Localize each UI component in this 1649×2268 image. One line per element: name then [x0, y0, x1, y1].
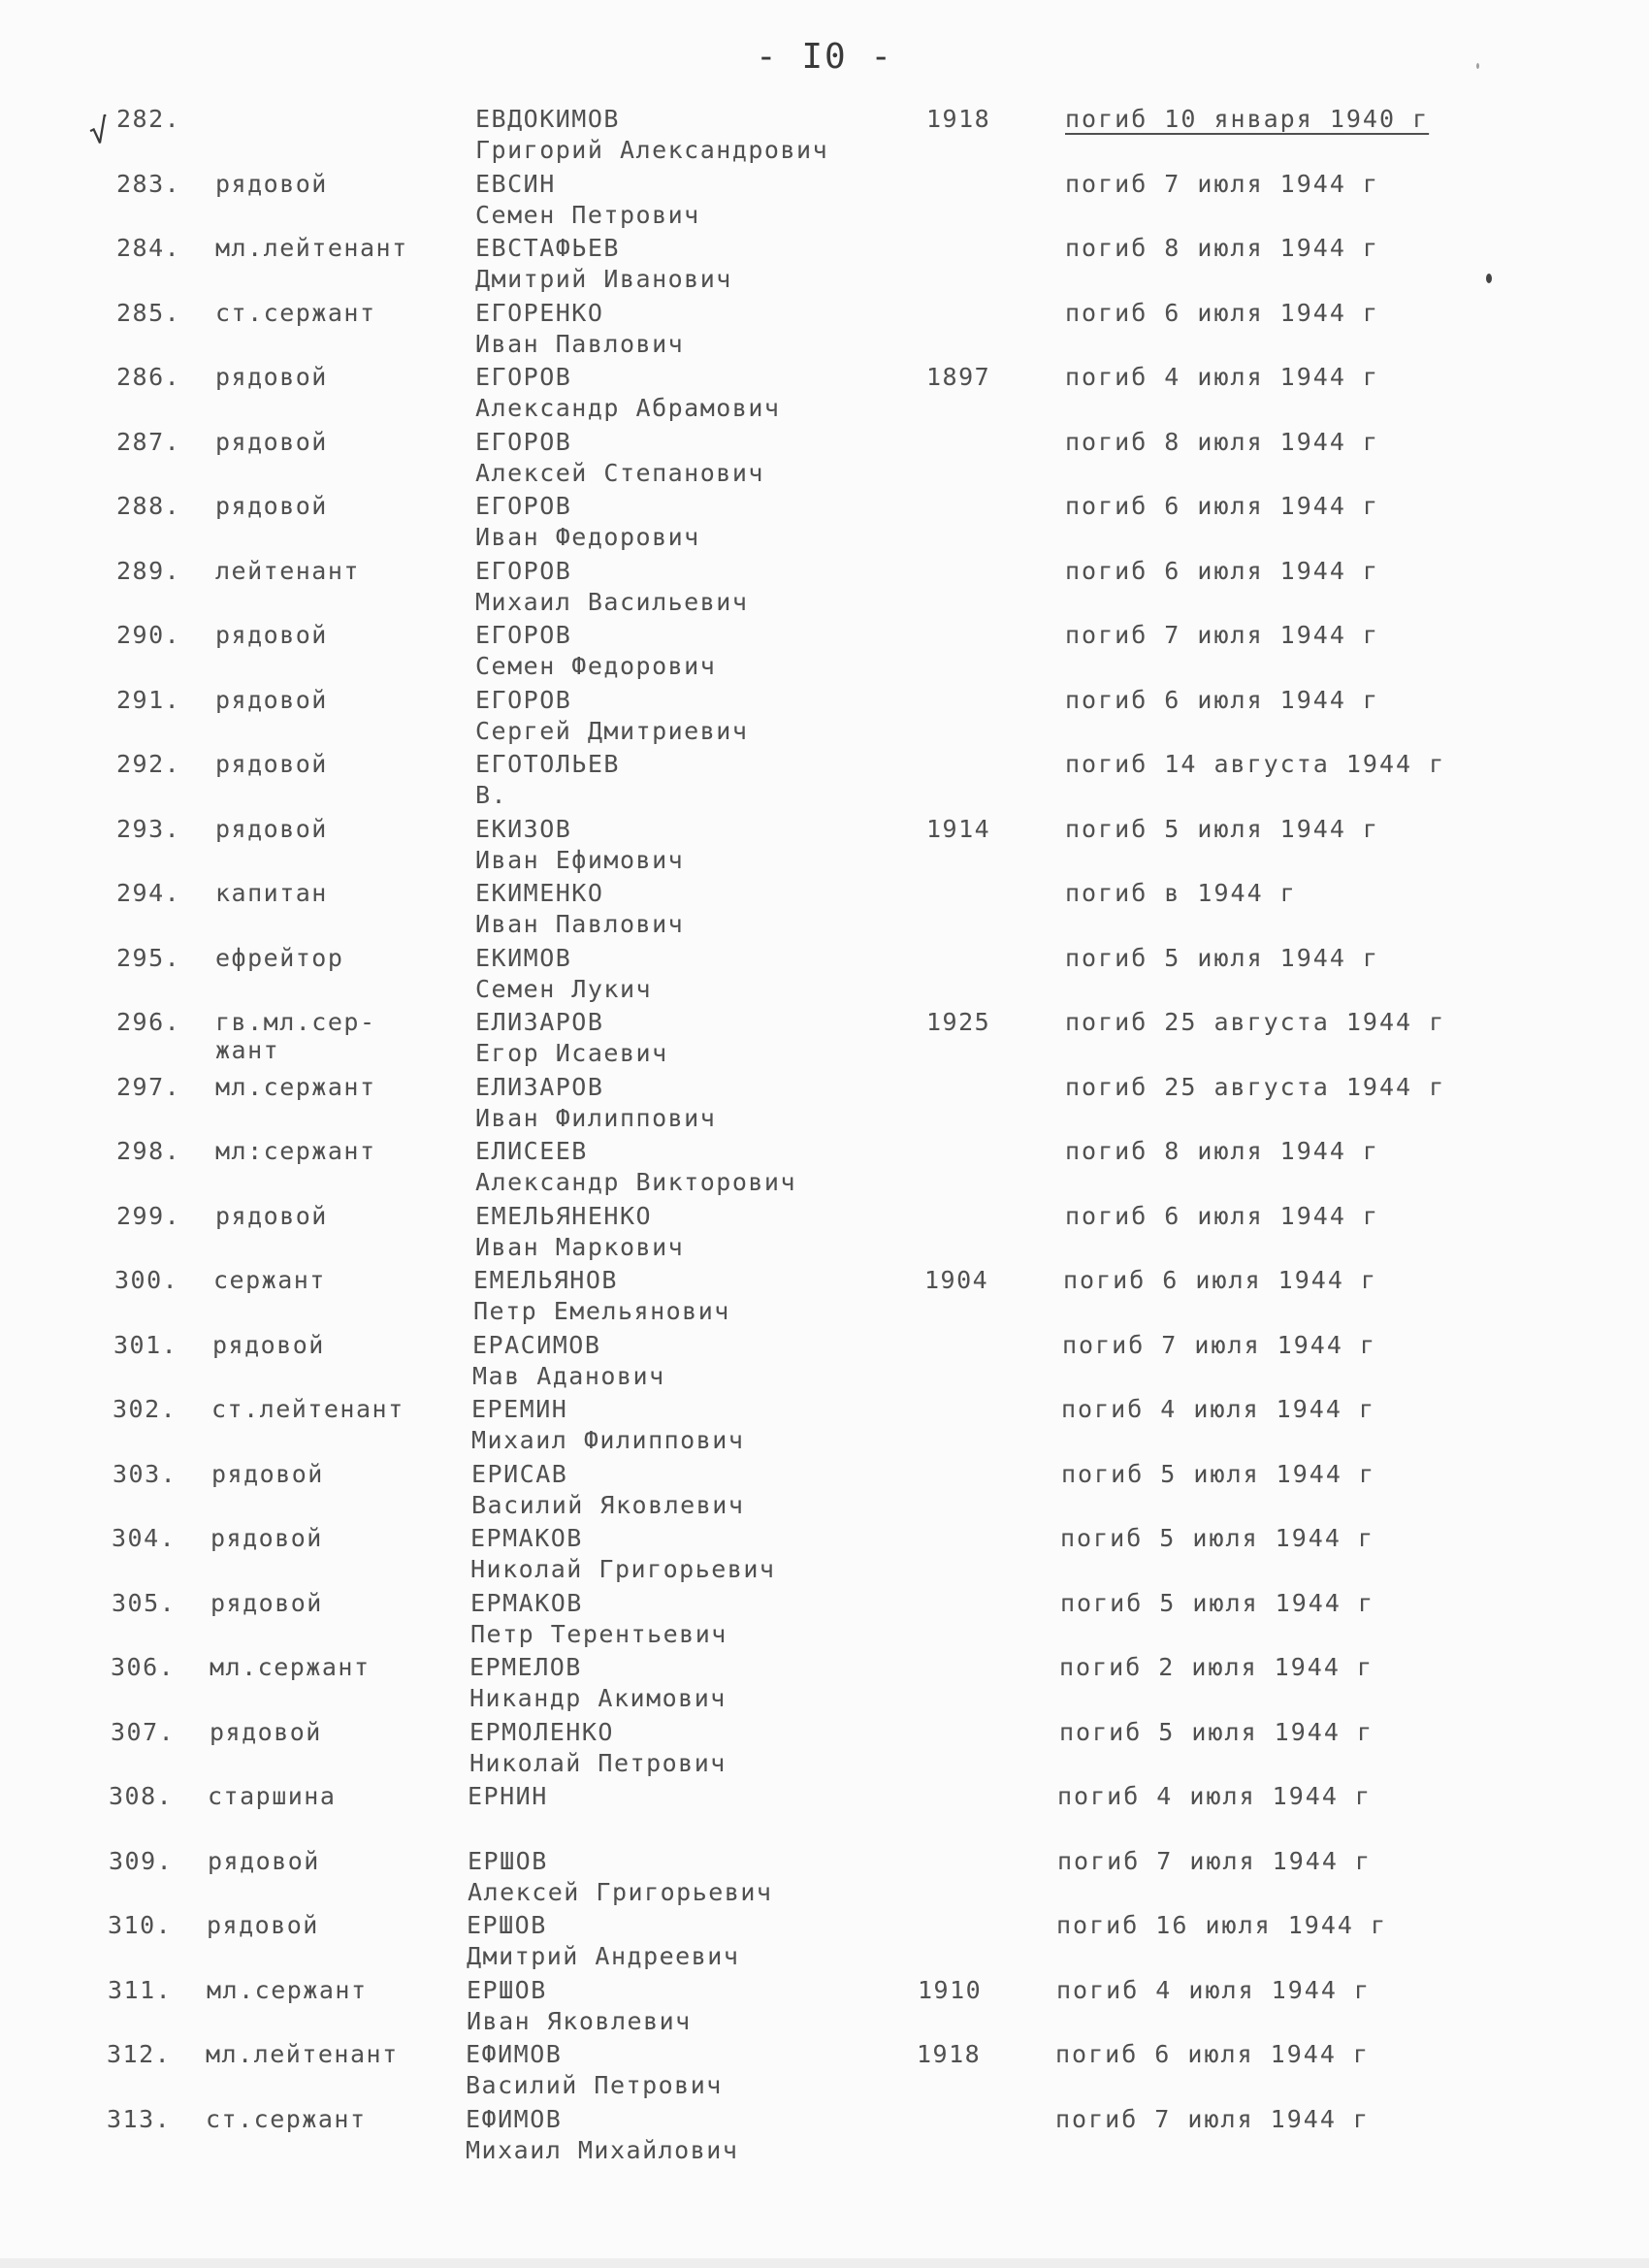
- entry-fate: погиб 7 июля 1944 г: [1065, 621, 1379, 649]
- entry-rank: рядовой: [215, 685, 328, 714]
- list-item: [0, 1911, 1640, 1976]
- entry-rank: рядовой: [212, 1330, 325, 1359]
- entry-number: 285.: [116, 298, 181, 327]
- entry-fate: погиб 4 июля 1944 г: [1065, 363, 1379, 391]
- entry-fate: погиб 6 июля 1944 г: [1063, 1266, 1377, 1294]
- list-item: [0, 1782, 1641, 1847]
- entry-fate: погиб 25 августа 1944 г: [1065, 1008, 1446, 1036]
- entry-surname: ЕГОТОЛЬЕВ: [475, 750, 620, 778]
- entry-fate: погиб 5 июля 1944 г: [1061, 1459, 1375, 1488]
- entry-number: 283.: [116, 169, 181, 198]
- entry-rank: мл.сержант: [207, 1975, 368, 2004]
- entry-fate: погиб 14 августа 1944 г: [1065, 750, 1446, 778]
- entry-given-name: Григорий Александрович: [475, 136, 829, 164]
- list-item: [0, 1524, 1644, 1589]
- entry-given-name: Василий Петрович: [466, 2071, 723, 2099]
- entry-given-name: Петр Емельянович: [473, 1297, 730, 1325]
- scan-edge: [0, 2258, 1649, 2268]
- entry-birth-year: 1904: [924, 1266, 989, 1294]
- entry-fate: погиб 8 июля 1944 г: [1065, 1137, 1379, 1165]
- entry-surname: ЕЛИЗАРОВ: [475, 1072, 604, 1101]
- entry-number: 290.: [116, 621, 181, 649]
- entry-number: 302.: [113, 1395, 178, 1423]
- entry-number: 289.: [116, 556, 181, 585]
- entry-given-name: Сергей Дмитриевич: [475, 716, 749, 745]
- entry-number: 304.: [112, 1524, 177, 1552]
- entry-birth-year: 1914: [926, 814, 991, 843]
- entry-rank: мл.лейтенант: [215, 234, 408, 262]
- entry-rank: лейтенант: [215, 556, 360, 585]
- entry-number: 300.: [114, 1266, 179, 1294]
- entry-rank: рядовой: [215, 363, 328, 391]
- entry-given-name: Иван Павлович: [475, 329, 685, 358]
- list-item: [0, 1266, 1647, 1331]
- entry-surname: ЕРМЕЛОВ: [469, 1653, 582, 1681]
- entry-rank: ефрейтор: [215, 943, 344, 972]
- entry-birth-year: 1925: [926, 1008, 991, 1036]
- list-item: [0, 944, 1649, 1009]
- entry-number: 296.: [116, 1008, 181, 1036]
- entry-given-name: Дмитрий Иванович: [475, 265, 732, 293]
- entry-surname: ЕРЕМИН: [471, 1395, 568, 1423]
- entry-surname: ЕКИМЕНКО: [475, 879, 604, 907]
- entry-rank: рядовой: [215, 750, 328, 778]
- ink-speck: [1486, 274, 1492, 283]
- entry-rank: рядовой: [210, 1524, 323, 1552]
- entry-given-name: Егор Исаевич: [475, 1039, 668, 1067]
- list-item: [0, 363, 1649, 428]
- entry-rank: рядовой: [210, 1717, 322, 1746]
- entry-number: 301.: [113, 1330, 178, 1359]
- entry-given-name: Александр Викторович: [475, 1168, 797, 1196]
- entry-given-name: В.: [475, 781, 508, 809]
- entry-number: 309.: [109, 1846, 174, 1875]
- entry-number: 287.: [116, 427, 181, 456]
- entry-fate: погиб 7 июля 1944 г: [1057, 1846, 1372, 1875]
- entry-surname: ЕВДОКИМОВ: [475, 105, 620, 133]
- entry-surname: ЕГОРОВ: [475, 621, 572, 649]
- entry-surname: ЕРМАКОВ: [470, 1524, 583, 1552]
- entry-number: 305.: [112, 1588, 177, 1617]
- entry-given-name: Семен Петрович: [475, 200, 700, 229]
- list-item: [0, 1395, 1645, 1460]
- list-item: [0, 557, 1649, 622]
- list-item: [0, 428, 1649, 493]
- entry-rank: рядовой: [210, 1588, 323, 1617]
- entry-number: 288.: [116, 492, 181, 520]
- entry-given-name: Алексей Григорьевич: [468, 1877, 773, 1906]
- entry-fate: погиб 5 июля 1944 г: [1059, 1717, 1374, 1746]
- entry-given-name: Дмитрий Андреевич: [467, 1942, 740, 1970]
- entry-surname: ЕЛИСЕЕВ: [475, 1137, 588, 1165]
- list-item: [0, 2040, 1639, 2105]
- list-item: [0, 1202, 1649, 1267]
- entry-given-name: Петр Терентьевич: [470, 1619, 728, 1648]
- entry-surname: ЕРНИН: [468, 1782, 548, 1810]
- list-item: [0, 170, 1649, 235]
- list-item: [0, 234, 1649, 299]
- entry-given-name: Алексей Степанович: [475, 458, 764, 487]
- list-item: [0, 621, 1649, 686]
- entry-fate: погиб 7 июля 1944 г: [1065, 169, 1379, 198]
- entry-rank: рядовой: [208, 1846, 320, 1875]
- list-item: [0, 1653, 1643, 1718]
- entry-number: 297.: [116, 1072, 181, 1101]
- entry-surname: ЕВСТАФЬЕВ: [475, 234, 620, 262]
- list-item: [0, 1976, 1640, 2041]
- entry-surname: ЕГОРОВ: [475, 685, 572, 714]
- entry-rank: мл:сержант: [215, 1137, 376, 1165]
- entry-surname: ЕФИМОВ: [466, 2104, 563, 2133]
- list-item: [0, 1137, 1649, 1202]
- entry-fate: погиб 2 июля 1944 г: [1059, 1653, 1374, 1681]
- list-item: [0, 492, 1649, 557]
- entry-fate: погиб 6 июля 1944 г: [1065, 556, 1379, 585]
- entry-fate: погиб 6 июля 1944 г: [1065, 298, 1379, 327]
- entry-number: 308.: [109, 1782, 174, 1810]
- entry-rank: рядовой: [215, 1201, 328, 1230]
- list-item: [0, 2105, 1639, 2170]
- entry-given-name: Семен Лукич: [475, 974, 653, 1003]
- entry-rank: рядовой: [207, 1911, 319, 1939]
- check-mark: √: [86, 111, 113, 153]
- entry-fate: погиб 6 июля 1944 г: [1065, 685, 1379, 714]
- entry-given-name: Михаил Михайлович: [466, 2135, 739, 2164]
- entry-given-name: Иван Маркович: [475, 1232, 685, 1261]
- entry-number: 299.: [116, 1201, 181, 1230]
- entry-surname: ЕРШОВ: [468, 1846, 548, 1875]
- entry-rank: ст.сержант: [215, 298, 376, 327]
- entry-surname: ЕГОРОВ: [475, 427, 572, 456]
- entry-fate: погиб 6 июля 1944 г: [1055, 2040, 1370, 2068]
- entry-rank: ст.сержант: [206, 2104, 367, 2133]
- entry-surname: ЕРИСАВ: [471, 1459, 568, 1488]
- entry-rank: рядовой: [215, 169, 328, 198]
- entry-number: 313.: [107, 2104, 172, 2133]
- list-item: [0, 299, 1649, 364]
- entry-surname: ЕМЕЛЬЯНОВ: [473, 1266, 618, 1294]
- list-item: [0, 1460, 1645, 1525]
- entry-given-name: Никандр Акимович: [469, 1684, 727, 1712]
- list-item: [0, 1008, 1649, 1073]
- entry-fate: погиб 5 июля 1944 г: [1065, 814, 1379, 843]
- entry-surname: ЕКИЗОВ: [475, 814, 572, 843]
- page-number: - I0 -: [755, 37, 894, 77]
- entry-rank: капитан: [215, 879, 328, 907]
- entry-birth-year: 1918: [926, 105, 991, 133]
- entry-surname: ЕМЕЛЬЯНЕНКО: [475, 1201, 653, 1230]
- entry-surname: ЕГОРЕНКО: [475, 298, 604, 327]
- entry-surname: ЕЛИЗАРОВ: [475, 1008, 604, 1036]
- entry-number: 293.: [116, 814, 181, 843]
- entry-surname: ЕГОРОВ: [475, 556, 572, 585]
- entry-given-name: Николай Григорьевич: [470, 1555, 776, 1583]
- entry-fate: погиб 7 июля 1944 г: [1062, 1330, 1376, 1359]
- entry-number: 295.: [116, 943, 181, 972]
- entry-surname: ЕГОРОВ: [475, 363, 572, 391]
- entry-number: 291.: [116, 685, 181, 714]
- entry-number: 311.: [108, 1975, 173, 2004]
- entry-rank: рядовой: [215, 492, 328, 520]
- list-item: [0, 1847, 1641, 1912]
- list-item: [0, 1718, 1643, 1783]
- entry-rank: старшина: [208, 1782, 337, 1810]
- entry-given-name: Иван Филиппович: [475, 1103, 717, 1132]
- entry-given-name: Василий Яковлевич: [471, 1490, 745, 1519]
- entry-number: 303.: [113, 1459, 178, 1488]
- entry-fate: погиб 4 июля 1944 г: [1061, 1395, 1375, 1423]
- entry-fate: погиб 7 июля 1944 г: [1055, 2104, 1370, 2133]
- entry-surname: ЕВСИН: [475, 169, 556, 198]
- entry-surname: ЕРАСИМОВ: [472, 1330, 601, 1359]
- entry-given-name: Иван Яковлевич: [467, 2006, 692, 2035]
- list-item: [0, 105, 1649, 170]
- entry-fate: погиб 5 июля 1944 г: [1060, 1588, 1374, 1617]
- entry-given-name: Иван Павлович: [475, 910, 685, 938]
- entry-rank: рядовой: [211, 1459, 324, 1488]
- entry-rank: мл.сержант: [210, 1653, 371, 1681]
- entry-birth-year: 1897: [926, 363, 991, 391]
- entry-number: 306.: [111, 1653, 176, 1681]
- entry-fate: погиб 5 июля 1944 г: [1065, 943, 1379, 972]
- entry-fate: погиб 10 января 1940 г: [1065, 105, 1430, 133]
- entry-given-name: Иван Ефимович: [475, 845, 685, 874]
- entry-rank: сержант: [213, 1266, 326, 1294]
- entry-given-name: Михаил Филиппович: [471, 1426, 745, 1454]
- entry-given-name: Александр Абрамович: [475, 394, 781, 422]
- entry-rank: мл.лейтенант: [206, 2040, 399, 2068]
- entry-number: 282.: [116, 105, 181, 133]
- entry-number: 298.: [116, 1137, 181, 1165]
- entry-fate: погиб 6 июля 1944 г: [1065, 492, 1379, 520]
- entry-surname: ЕГОРОВ: [475, 492, 572, 520]
- entry-number: 286.: [116, 363, 181, 391]
- entry-number: 310.: [108, 1911, 173, 1939]
- entry-rank: гв.мл.сер- жант: [215, 1008, 376, 1064]
- entry-surname: ЕКИМОВ: [475, 943, 572, 972]
- entry-number: 292.: [116, 750, 181, 778]
- entry-fate: погиб 25 августа 1944 г: [1065, 1072, 1446, 1101]
- list-item: [0, 1589, 1644, 1654]
- entry-given-name: Иван Федорович: [475, 523, 700, 551]
- entry-surname: ЕРШОВ: [467, 1975, 547, 2004]
- entry-rank: мл.сержант: [215, 1072, 376, 1101]
- ink-speck: [1476, 63, 1479, 69]
- entry-surname: ЕРМАКОВ: [470, 1588, 583, 1617]
- entry-given-name: Мав Аданович: [472, 1361, 665, 1390]
- list-item: [0, 750, 1649, 815]
- casualty-list: [0, 105, 1649, 2169]
- list-item: [0, 686, 1649, 751]
- entry-birth-year: 1910: [918, 1975, 983, 2004]
- entry-surname: ЕФИМОВ: [466, 2040, 563, 2068]
- entry-fate: погиб 8 июля 1944 г: [1065, 234, 1379, 262]
- entry-number: 284.: [116, 234, 181, 262]
- entry-fate: погиб 4 июля 1944 г: [1056, 1975, 1371, 2004]
- entry-rank: рядовой: [215, 621, 328, 649]
- entry-fate: погиб в 1944 г: [1065, 879, 1297, 907]
- entry-birth-year: 1918: [917, 2040, 982, 2068]
- entry-given-name: Семен Федорович: [475, 652, 717, 680]
- list-item: [0, 879, 1649, 944]
- list-item: [0, 1331, 1646, 1396]
- list-item: [0, 1073, 1649, 1138]
- entry-surname: ЕРМОЛЕНКО: [469, 1717, 614, 1746]
- entry-fate: погиб 4 июля 1944 г: [1057, 1782, 1372, 1810]
- entry-fate: погиб 16 июля 1944 г: [1056, 1911, 1388, 1939]
- entry-rank: ст.лейтенант: [211, 1395, 404, 1423]
- entry-fate: погиб 8 июля 1944 г: [1065, 427, 1379, 456]
- entry-number: 312.: [107, 2040, 172, 2068]
- list-item: [0, 815, 1649, 880]
- entry-number: 294.: [116, 879, 181, 907]
- entry-fate: погиб 5 июля 1944 г: [1060, 1524, 1374, 1552]
- entry-rank: рядовой: [215, 814, 328, 843]
- entry-fate: погиб 6 июля 1944 г: [1065, 1201, 1379, 1230]
- entry-surname: ЕРШОВ: [467, 1911, 547, 1939]
- entry-given-name: Михаил Васильевич: [475, 587, 749, 616]
- entry-rank: рядовой: [215, 427, 328, 456]
- entry-given-name: Николай Петрович: [469, 1748, 727, 1777]
- entry-number: 307.: [111, 1717, 176, 1746]
